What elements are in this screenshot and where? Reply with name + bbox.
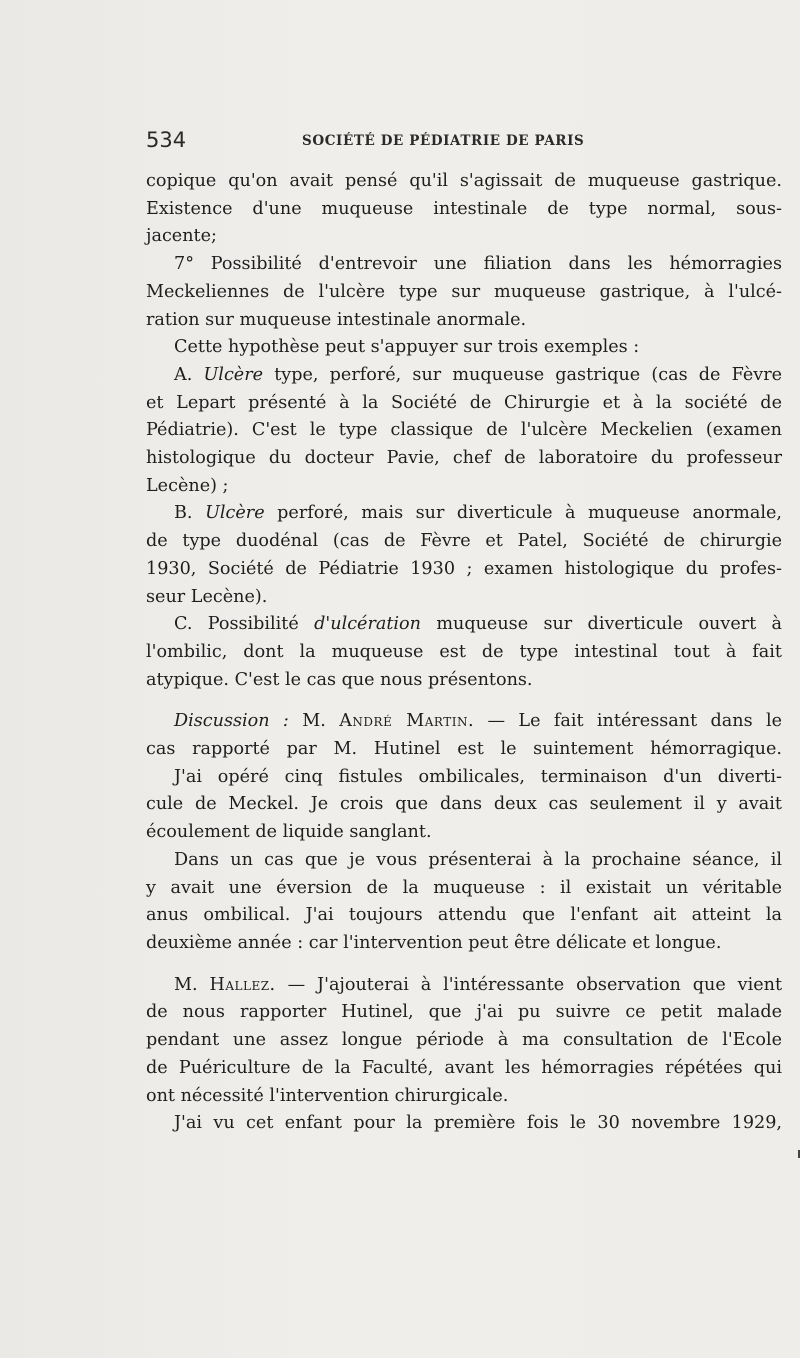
text-line: seur Lecène).	[146, 586, 268, 607]
paragraph-hallez	[146, 972, 782, 1111]
text-line: Pédiatrie). C'est le type classique de l'ulcère Meckelien (examen	[146, 420, 782, 441]
text-line: 7° Possibilité d'entrevoir une filiation dans les hémorragies	[174, 254, 782, 275]
paragraph-case	[146, 847, 782, 958]
text-line	[146, 708, 782, 736]
text-line: J'ai vu cet enfant pour la première fois le 30 novembre 1929,	[174, 1113, 782, 1134]
list-label: B.	[174, 503, 193, 524]
line-rest: — J'ajouterai à l'intéressante observation que vient	[287, 974, 783, 995]
line-rest: — Le fait intéressant dans le	[487, 711, 783, 732]
text-line: 1930, Société de Pédiatrie 1930 ; examen histologique du profes-	[146, 558, 782, 579]
text-line	[146, 362, 782, 390]
text-line	[146, 500, 782, 528]
speaker-title: M.	[174, 974, 198, 995]
emphasis-term: d'ulcération	[314, 614, 421, 635]
text-line: jacente;	[146, 226, 217, 247]
text-line: cule de Meckel. Je crois que dans deux cas seulement il y avait	[146, 794, 782, 815]
text-line: J'ai opéré cinq fistules ombilicales, terminaison d'un diverti-	[174, 766, 782, 787]
paragraph-example-b	[146, 500, 782, 611]
paragraph-example-a	[146, 362, 782, 501]
page-number: 534	[146, 128, 187, 152]
paragraph-hypothesis	[146, 334, 782, 362]
text-line: atypique. C'est le cas que nous présentons.	[146, 669, 533, 690]
text-line: Dans un cas que je vous présenterai à la prochaine séance, il	[174, 849, 782, 870]
section-gap	[146, 694, 782, 708]
line-rest: type, perforé, sur muqueuse gastrique (cas de Fèvre	[274, 364, 783, 385]
text-line	[146, 972, 782, 1000]
text-line: pendant une assez longue période à ma consultation de l'Ecole	[146, 1030, 782, 1051]
text-line: ont nécessité l'intervention chirurgicale.	[146, 1085, 509, 1106]
text-line: Lecène) ;	[146, 475, 229, 496]
text-line: Existence d'une muqueuse intestinale de type normal, sous-	[146, 198, 782, 219]
list-label: A.	[174, 364, 193, 385]
text-line	[146, 611, 782, 639]
text-line: l'ombilic, dont la muqueuse est de type intestinal tout à fait	[146, 641, 782, 662]
paragraph-final	[146, 1110, 782, 1138]
running-head: SOCIÉTÉ DE PÉDIATRIE DE PARIS	[302, 133, 585, 149]
list-label: C. Possibilité	[174, 614, 299, 635]
line-rest: perforé, mais sur diverticule à muqueuse anormale,	[277, 503, 782, 524]
text-line: deuxième année : car l'intervention peut être délicate et longue.	[146, 932, 722, 953]
paragraph-point-7	[146, 251, 782, 334]
text-line: de Puériculture de la Faculté, avant les hémorragies répétées qui	[146, 1057, 782, 1078]
text-line: anus ombilical. J'ai toujours attendu que l'enfant ait atteint la	[146, 905, 782, 926]
text-line: Meckeliennes de l'ulcère type sur muqueuse gastrique, à l'ulcé-	[146, 281, 782, 302]
speaker-title: M.	[302, 711, 326, 732]
discussion-label: Discussion :	[174, 711, 289, 732]
section-gap	[146, 958, 782, 972]
paragraph-example-c	[146, 611, 782, 694]
text-line: histologique du docteur Pavie, chef de laboratoire du professeur	[146, 448, 782, 469]
line-rest: muqueuse sur diverticule ouvert à	[436, 614, 783, 635]
emphasis-term: Ulcère	[205, 503, 265, 524]
paragraph-discussion	[146, 708, 782, 847]
text-line: ration sur muqueuse intestinale anormale.	[146, 309, 527, 330]
speaker-name: Hallez.	[209, 974, 276, 995]
text-line: y avait une éversion de la muqueuse : il existait un véritable	[146, 877, 782, 898]
page-header	[146, 128, 666, 158]
text-line: copique qu'on avait pensé qu'il s'agissait de muqueuse gastrique.	[146, 171, 782, 191]
text-line: cas rapporté par M. Hutinel est le suintement hémorragique.	[146, 739, 782, 760]
paragraph-continuation	[146, 168, 782, 251]
text-line: et Lepart présenté à la Société de Chirurgie et à la société de	[146, 392, 782, 413]
emphasis-term: Ulcère	[203, 364, 264, 385]
text-line: de nous rapporter Hutinel, que j'ai pu suivre ce petit malade	[146, 1002, 782, 1023]
body-text	[146, 168, 782, 1138]
text-line: de type duodénal (cas de Fèvre et Patel, Société de chirurgie	[146, 531, 782, 552]
speaker-name: André Martin.	[339, 711, 475, 732]
text-line: Cette hypothèse peut s'appuyer sur trois exemples :	[174, 337, 640, 358]
text-line: écoulement de liquide sanglant.	[146, 822, 432, 843]
